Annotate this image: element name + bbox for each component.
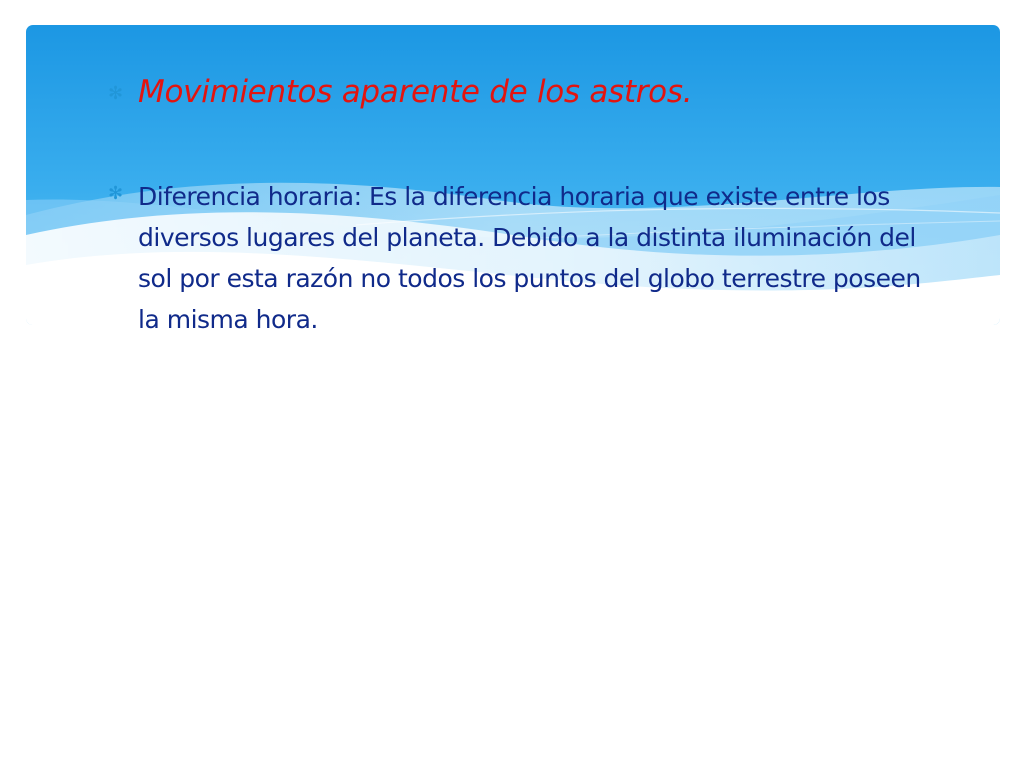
slide-title: Movimientos aparente de los astros. [138,74,693,110]
bullet-item-body [108,176,928,340]
body-paragraph: Diferencia horaria: Es la diferencia horaria que existe entre los diversos lugares del planeta. Debido a la distinta iluminación del sol por esta razón no todos los puntos del globo terrestre poseen la misma hora. [138,182,921,334]
asterisk-bullet-icon: ✻ [108,183,124,204]
bullet-item-title [108,72,692,112]
asterisk-bullet-icon: ✻ [108,83,124,104]
